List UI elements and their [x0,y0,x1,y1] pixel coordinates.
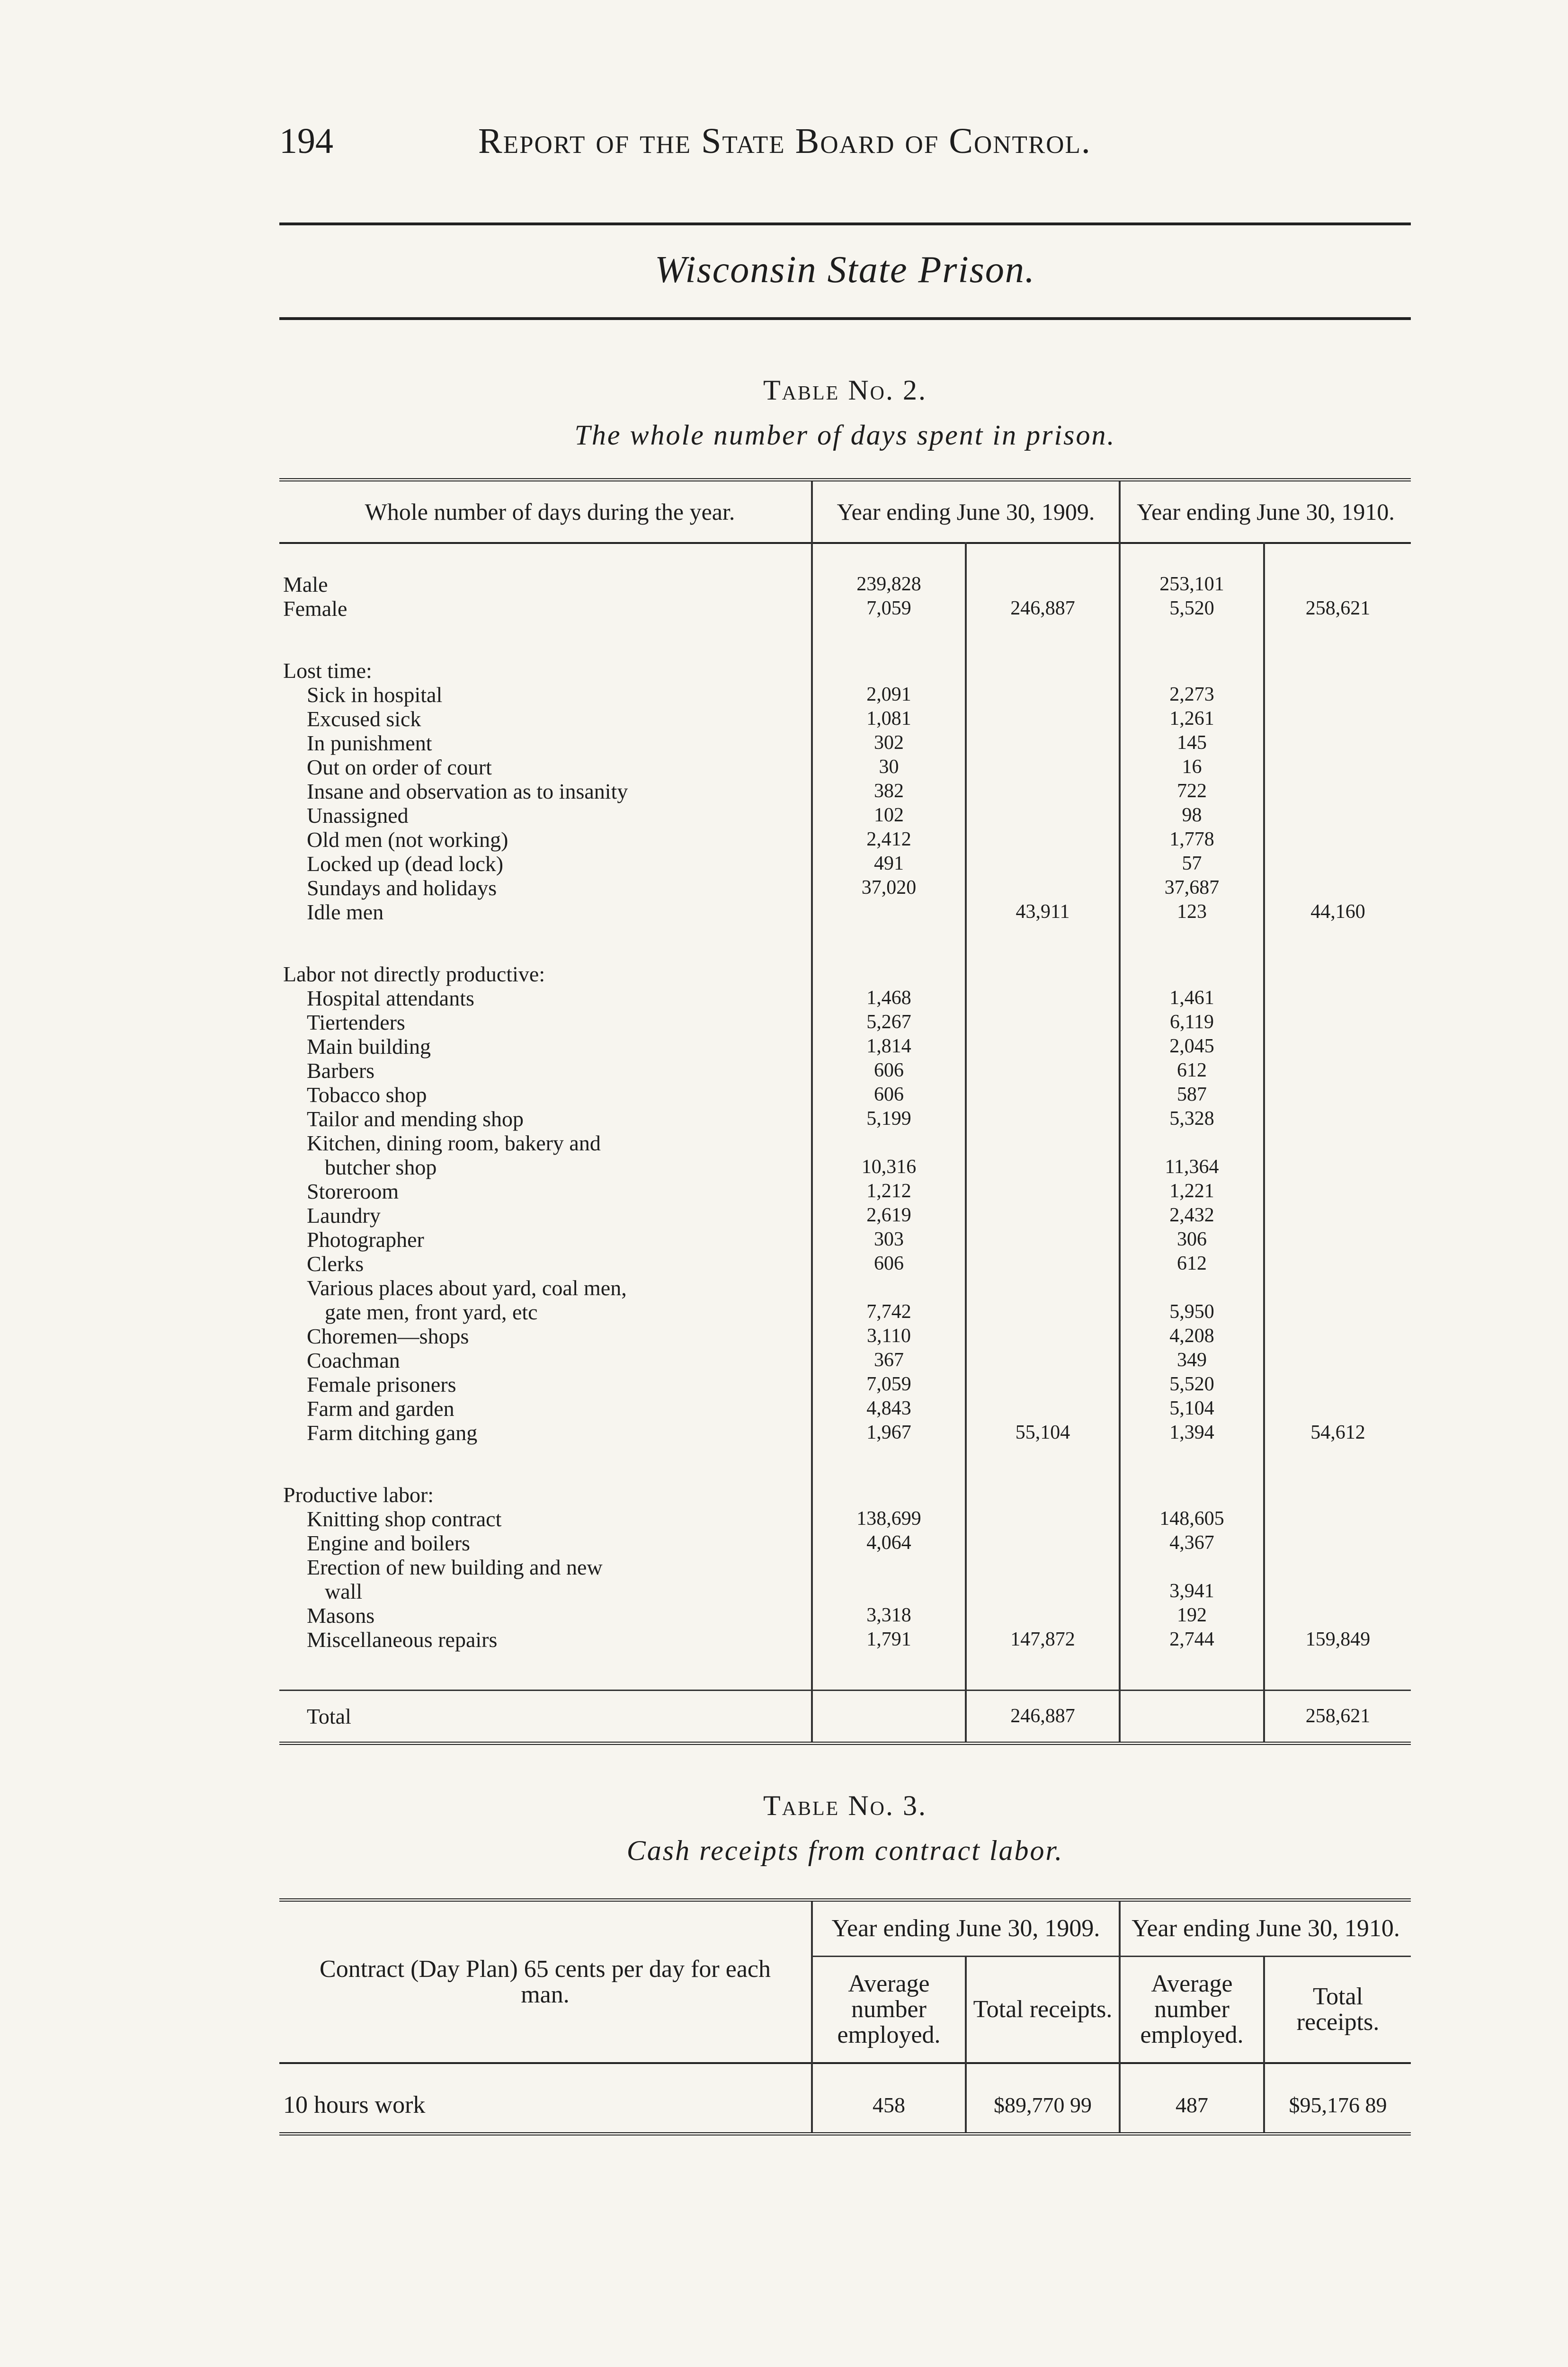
table-row [279,1155,1411,1179]
cell-value: $95,176 89 [1289,2093,1387,2117]
cell-value: 2,412 [812,828,966,852]
cell-value: 4,064 [812,1531,966,1555]
cell-value: 2,045 [1120,1034,1264,1059]
section-heading: Productive labor: [279,1483,812,1507]
cell-value: 722 [1120,779,1264,803]
days-in-prison-table [279,478,1411,1745]
cell-value: 1,461 [1120,986,1264,1010]
table-row [279,543,1411,596]
cell-total: 258,621 [1305,597,1371,619]
sub-header-avg: Average number employed. [812,1957,966,2064]
row-label: Kitchen, dining room, bakery and [279,1131,812,1155]
col-header-1909: Year ending June 30, 1909. [812,1900,1120,1957]
table-row [279,1324,1411,1348]
cell-value: 145 [1120,731,1264,755]
row-label: Male [279,543,812,596]
row-label: butcher shop [279,1155,812,1179]
table-row [279,1555,1411,1579]
table-row [279,1348,1411,1372]
cell-value: 2,432 [1120,1203,1264,1228]
table2-number: Table No. 2. [763,374,927,406]
table-row [279,1603,1411,1628]
cell-value: 192 [1120,1603,1264,1628]
row-label: Barbers [279,1059,812,1083]
row-label: Choremen—shops [279,1324,812,1348]
row-label: Out on order of court [279,755,812,779]
cell-value: 491 [812,852,966,876]
row-label: Engine and boilers [279,1531,812,1555]
cell-value: 4,843 [812,1397,966,1421]
cell-value: 306 [1120,1228,1264,1252]
cell-value: 487 [1120,2063,1264,2134]
section-heading: Lost time: [279,658,812,683]
sub-header-avg: Average number employed. [1120,1957,1264,2064]
cell-value: 4,208 [1120,1324,1264,1348]
cell-value: 16 [1120,755,1264,779]
page-number: 194 [279,121,333,161]
cell-value: 5,520 [1120,1372,1264,1397]
row-label: In punishment [279,731,812,755]
total-label: Total [279,1691,812,1744]
row-label: Unassigned [279,803,812,828]
col-header-1910: Year ending June 30, 1910. [1131,1915,1400,1942]
cell-value: 2,273 [1120,683,1264,707]
cell-value: 1,394 [1120,1421,1264,1445]
cell-value: 37,020 [812,876,966,900]
cell-value: 4,367 [1120,1531,1264,1555]
table-row [279,1034,1411,1059]
row-label: Coachman [279,1348,812,1372]
table-row [279,1131,1411,1155]
table3-number: Table No. 3. [763,1790,927,1821]
cell-value: 1,814 [812,1034,966,1059]
cell-value: 606 [812,1252,966,1276]
section-heading: Labor not directly productive: [279,962,812,986]
row-label: Laundry [279,1203,812,1228]
table-row [279,1203,1411,1228]
table-row [279,779,1411,803]
row-label: Knitting shop contract [279,1507,812,1531]
table-row [279,1372,1411,1397]
row-label: 10 hours work [279,2063,812,2134]
cell-value: 1,081 [812,707,966,731]
section-total: 55,104 [966,1421,1120,1445]
cell-value: 239,828 [812,543,966,596]
cell-total: 246,887 [966,596,1120,621]
header-rule [279,222,1411,225]
cell-value: $89,770 99 [966,2063,1120,2134]
table2-caption: The whole number of days spent in prison. [574,419,1116,451]
row-label: Photographer [279,1228,812,1252]
cell-value: 102 [812,803,966,828]
section-heading-row [279,1483,1411,1507]
section-total: 159,849 [1305,1628,1371,1650]
col-header-contract: Contract (Day Plan) 65 cents per day for each man. [279,1900,812,2064]
cell-value: 148,605 [1120,1507,1264,1531]
table-row [279,876,1411,900]
cell-value: 458 [812,2063,966,2134]
table-row [279,683,1411,707]
table-row [279,803,1411,828]
cell-value: 587 [1120,1083,1264,1107]
cell-value: 612 [1120,1252,1264,1276]
row-label: Farm and garden [279,1397,812,1421]
col-header-1910: Year ending June 30, 1910. [1137,498,1395,525]
row-label: Erection of new building and new [279,1555,812,1579]
cell-value: 1,212 [812,1179,966,1203]
row-label: gate men, front yard, etc [279,1300,812,1324]
sub-header-total: Total receipts. [966,1957,1120,2064]
table-row [279,1507,1411,1531]
row-label: Tailor and mending shop [279,1107,812,1131]
section-rule [279,317,1411,320]
contract-receipts-table [279,1898,1411,2136]
cell-value: 2,619 [812,1203,966,1228]
table-row [279,731,1411,755]
table-row [279,1531,1411,1555]
table-row [279,1579,1411,1603]
row-label: Excused sick [279,707,812,731]
cell-value: 5,199 [812,1107,966,1131]
cell-value: 2,091 [812,683,966,707]
row-label: Clerks [279,1252,812,1276]
cell-value: 606 [812,1083,966,1107]
table-row [279,1300,1411,1324]
lost-time-section [279,658,1411,962]
table3-caption: Cash receipts from contract labor. [626,1835,1064,1866]
row-label: Locked up (dead lock) [279,852,812,876]
table-row [279,596,1411,621]
row-label: Tobacco shop [279,1083,812,1107]
table-row [279,707,1411,731]
table-row [279,828,1411,852]
table-row [279,1252,1411,1276]
cell-value: 138,699 [812,1507,966,1531]
cell-value: 253,101 [1120,543,1264,596]
table-row [279,2063,1411,2134]
cell-value: 37,687 [1120,876,1264,900]
cell-value: 1,221 [1120,1179,1264,1203]
row-label: Female [279,596,812,621]
cell-value [812,900,966,924]
labor-not-productive-section [279,962,1411,1483]
cell-value: 7,059 [812,596,966,621]
cell-value: 1,468 [812,986,966,1010]
page-header [279,121,1416,178]
cell-value: 10,316 [812,1155,966,1179]
table-row [279,1083,1411,1107]
row-label: Insane and observation as to insanity [279,779,812,803]
section-total: 44,160 [1310,901,1365,923]
table-row [279,1421,1411,1445]
row-label: Idle men [279,900,812,924]
table-row [279,1179,1411,1203]
cell-value: 57 [1120,852,1264,876]
cell-value: 5,267 [812,1010,966,1034]
cell-value: 3,318 [812,1603,966,1628]
table-row [279,1010,1411,1034]
cell-value: 7,742 [812,1300,966,1324]
table-row [279,852,1411,876]
sub-header-total: Total receipts. [1264,1957,1411,2064]
cell-value: 30 [812,755,966,779]
total-1910: 258,621 [1264,1691,1411,1744]
col-header-label: Whole number of days during the year. [279,480,812,543]
cell-value: 2,744 [1120,1628,1264,1652]
table-row [279,900,1411,924]
row-label: Female prisoners [279,1372,812,1397]
row-label: Tiertenders [279,1010,812,1034]
cell-value: 98 [1120,803,1264,828]
col-header-1909: Year ending June 30, 1909. [812,480,1120,543]
total-row [279,1691,1411,1744]
cell-value: 1,778 [1120,828,1264,852]
cell-value: 5,520 [1120,596,1264,621]
cell-value: 303 [812,1228,966,1252]
cell-value: 6,119 [1120,1010,1264,1034]
cell-value: 3,110 [812,1324,966,1348]
row-label: Storeroom [279,1179,812,1203]
cell-value: 367 [812,1348,966,1372]
productive-labor-section [279,1483,1411,1691]
cell-value: 11,364 [1120,1155,1264,1179]
table-row [279,755,1411,779]
row-label: wall [279,1579,812,1603]
table-row [279,1107,1411,1131]
running-title: Report of the State Board of Control. [478,121,1091,161]
section-heading-row [279,658,1411,683]
row-label: Farm ditching gang [279,1421,812,1445]
row-label: Sundays and holidays [279,876,812,900]
cell-value: 3,941 [1120,1579,1264,1603]
row-label: Sick in hospital [279,683,812,707]
cell-value: 606 [812,1059,966,1083]
cell-value: 7,059 [812,1372,966,1397]
table-row [279,1276,1411,1300]
total-1909: 246,887 [966,1691,1120,1744]
row-label: Old men (not working) [279,828,812,852]
section-title: Wisconsin State Prison. [655,249,1035,291]
cell-value: 612 [1120,1059,1264,1083]
section-total: 147,872 [966,1628,1120,1652]
cell-value: 1,791 [812,1628,966,1652]
cell-value: 5,104 [1120,1397,1264,1421]
cell-value: 382 [812,779,966,803]
table-row [279,1628,1411,1652]
section-total: 43,911 [966,900,1120,924]
section-total: 54,612 [1310,1422,1365,1443]
cell-value: 302 [812,731,966,755]
cell-value: 1,261 [1120,707,1264,731]
cell-value: 349 [1120,1348,1264,1372]
row-label: Hospital attendants [279,986,812,1010]
table-row [279,1059,1411,1083]
table-row [279,1228,1411,1252]
row-label: Main building [279,1034,812,1059]
cell-value: 5,328 [1120,1107,1264,1131]
table-row [279,1397,1411,1421]
row-label: Various places about yard, coal men, [279,1276,812,1300]
table-row [279,986,1411,1010]
cell-value: 123 [1120,900,1264,924]
cell-value: 5,950 [1120,1300,1264,1324]
row-label: Masons [279,1603,812,1628]
cell-value: 1,967 [812,1421,966,1445]
cell-value [812,1579,966,1603]
row-label: Miscellaneous repairs [279,1628,812,1652]
section-heading-row [279,962,1411,986]
